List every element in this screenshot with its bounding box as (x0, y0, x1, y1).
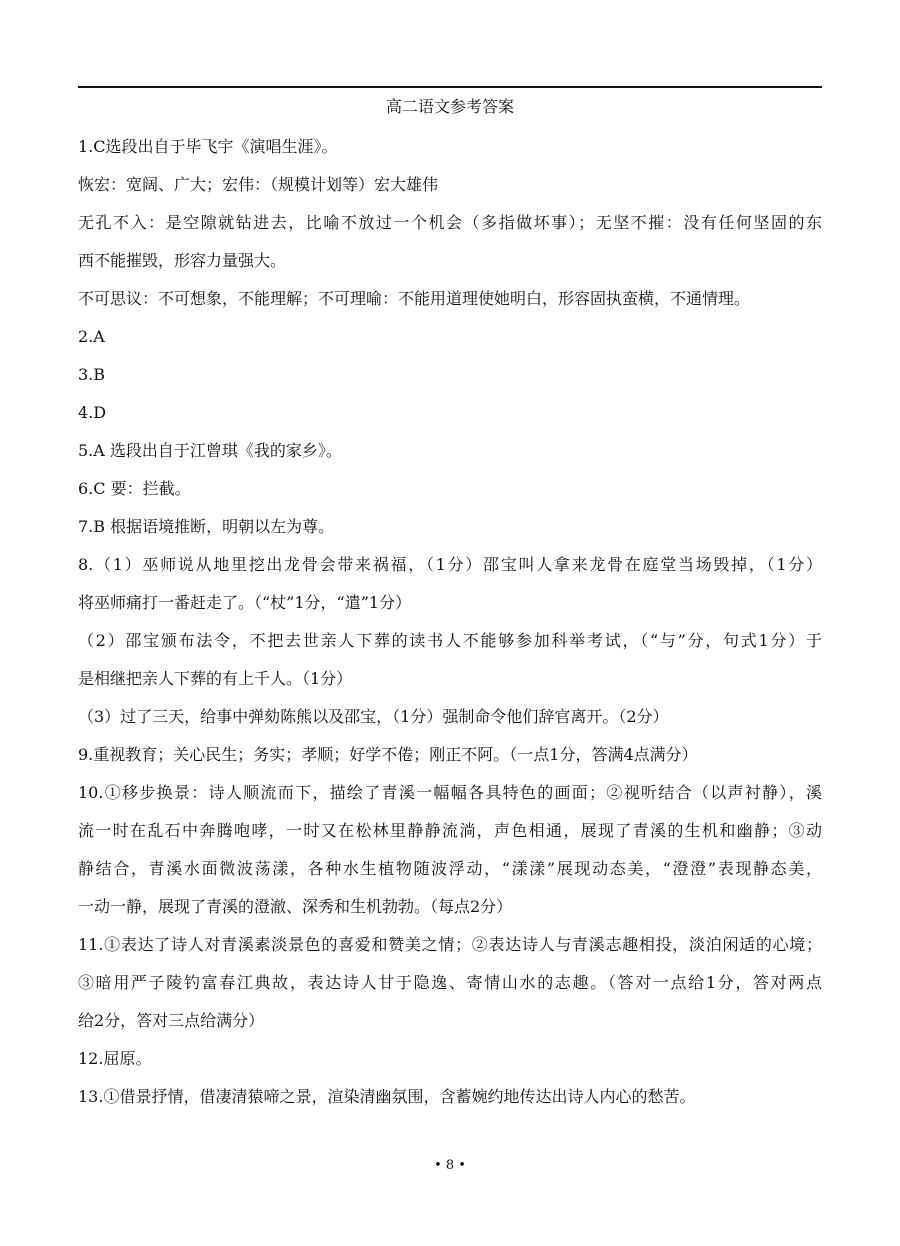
answer-line: ③暗用严子陵钓富春江典故，表达诗人甘于隐逸、寄情山水的志趣。（答对一点给1分，答对两点 (78, 973, 822, 992)
answer-line: 恢宏：宽阔、广大；宏伟：（规模计划等）宏大雄伟 (78, 175, 439, 194)
answer-line: （2）邵宝颁布法令，不把去世亲人下葬的读书人不能够参加科举考试，（“与”分，句式1分）于 (78, 631, 822, 650)
answer-line: 13.①借景抒情，借凄清猿啼之景，渲染清幽氛围，含蓄婉约地传达出诗人内心的愁苦。 (78, 1087, 696, 1106)
answer-line: 1.C选段出自于毕飞宇《演唱生涯》。 (78, 137, 338, 156)
answer-line: 给2分，答对三点给满分） (78, 1011, 265, 1030)
answer-line: 无孔不入：是空隙就钻进去，比喻不放过一个机会（多指做坏事）；无坚不摧：没有任何坚固的东 (78, 213, 822, 232)
page-title: 高二语文参考答案 (385, 97, 514, 116)
answer-line: 西不能摧毁，形容力量强大。 (78, 251, 287, 270)
answer-line: 一动一静，展现了青溪的澄澈、深秀和生机勃勃。（每点2分） (78, 897, 513, 916)
top-rule (78, 86, 822, 88)
answer-line: 11.①表达了诗人对青溪素淡景色的喜爱和赞美之情；②表达诗人与青溪志趣相投，淡泊闲适的心境； (78, 935, 822, 954)
answer-line: 12.屈原。 (78, 1049, 152, 1068)
answer-line: 7.B 根据语境推断，明朝以左为尊。 (78, 517, 335, 536)
answer-line: 3.B (78, 365, 106, 384)
answer-line: （3）过了三天，给事中弹劾陈熊以及邵宝，（1分）强制命令他们辞官离开。（2分） (78, 707, 669, 726)
answer-line: 将巫师痛打一番赶走了。（“杖”1分，“遣”1分） (78, 593, 412, 612)
answer-line: 10.①移步换景：诗人顺流而下，描绘了青溪一幅幅各具特色的画面；②视听结合（以声衬静），溪 (78, 783, 822, 802)
answer-line: 2.A (78, 327, 105, 346)
answer-line: 是相继把亲人下葬的有上千人。（1分） (78, 669, 353, 688)
answer-line: 6.C 要：拦截。 (78, 479, 191, 498)
answer-line: 8.（1）巫师说从地里挖出龙骨会带来祸福，（1分）邵宝叫人拿来龙骨在庭堂当场毁掉，（1分） (78, 555, 822, 574)
answer-line: 9.重视教育；关心民生；务实；孝顺；好学不倦；刚正不阿。（一点1分，答满4点满分） (78, 745, 698, 764)
answer-line: 静结合，青溪水面微波荡漾，各种水生植物随波浮动，“漾漾”展现动态美，“澄澄”表现静态美， (78, 859, 822, 878)
page-number: • 8 • (434, 1158, 466, 1173)
answer-line: 流一时在乱石中奔腾咆哮，一时又在松林里静静流淌，声色相通，展现了青溪的生机和幽静；③动 (78, 821, 822, 840)
answer-line: 不可思议：不可想象，不能理解；不可理喻：不能用道理使她明白，形容固执蛮横，不通情理。 (78, 289, 751, 308)
answer-line: 4.D (78, 403, 107, 422)
answer-line: 5.A 选段出自于江曾琪《我的家乡》。 (78, 441, 342, 460)
